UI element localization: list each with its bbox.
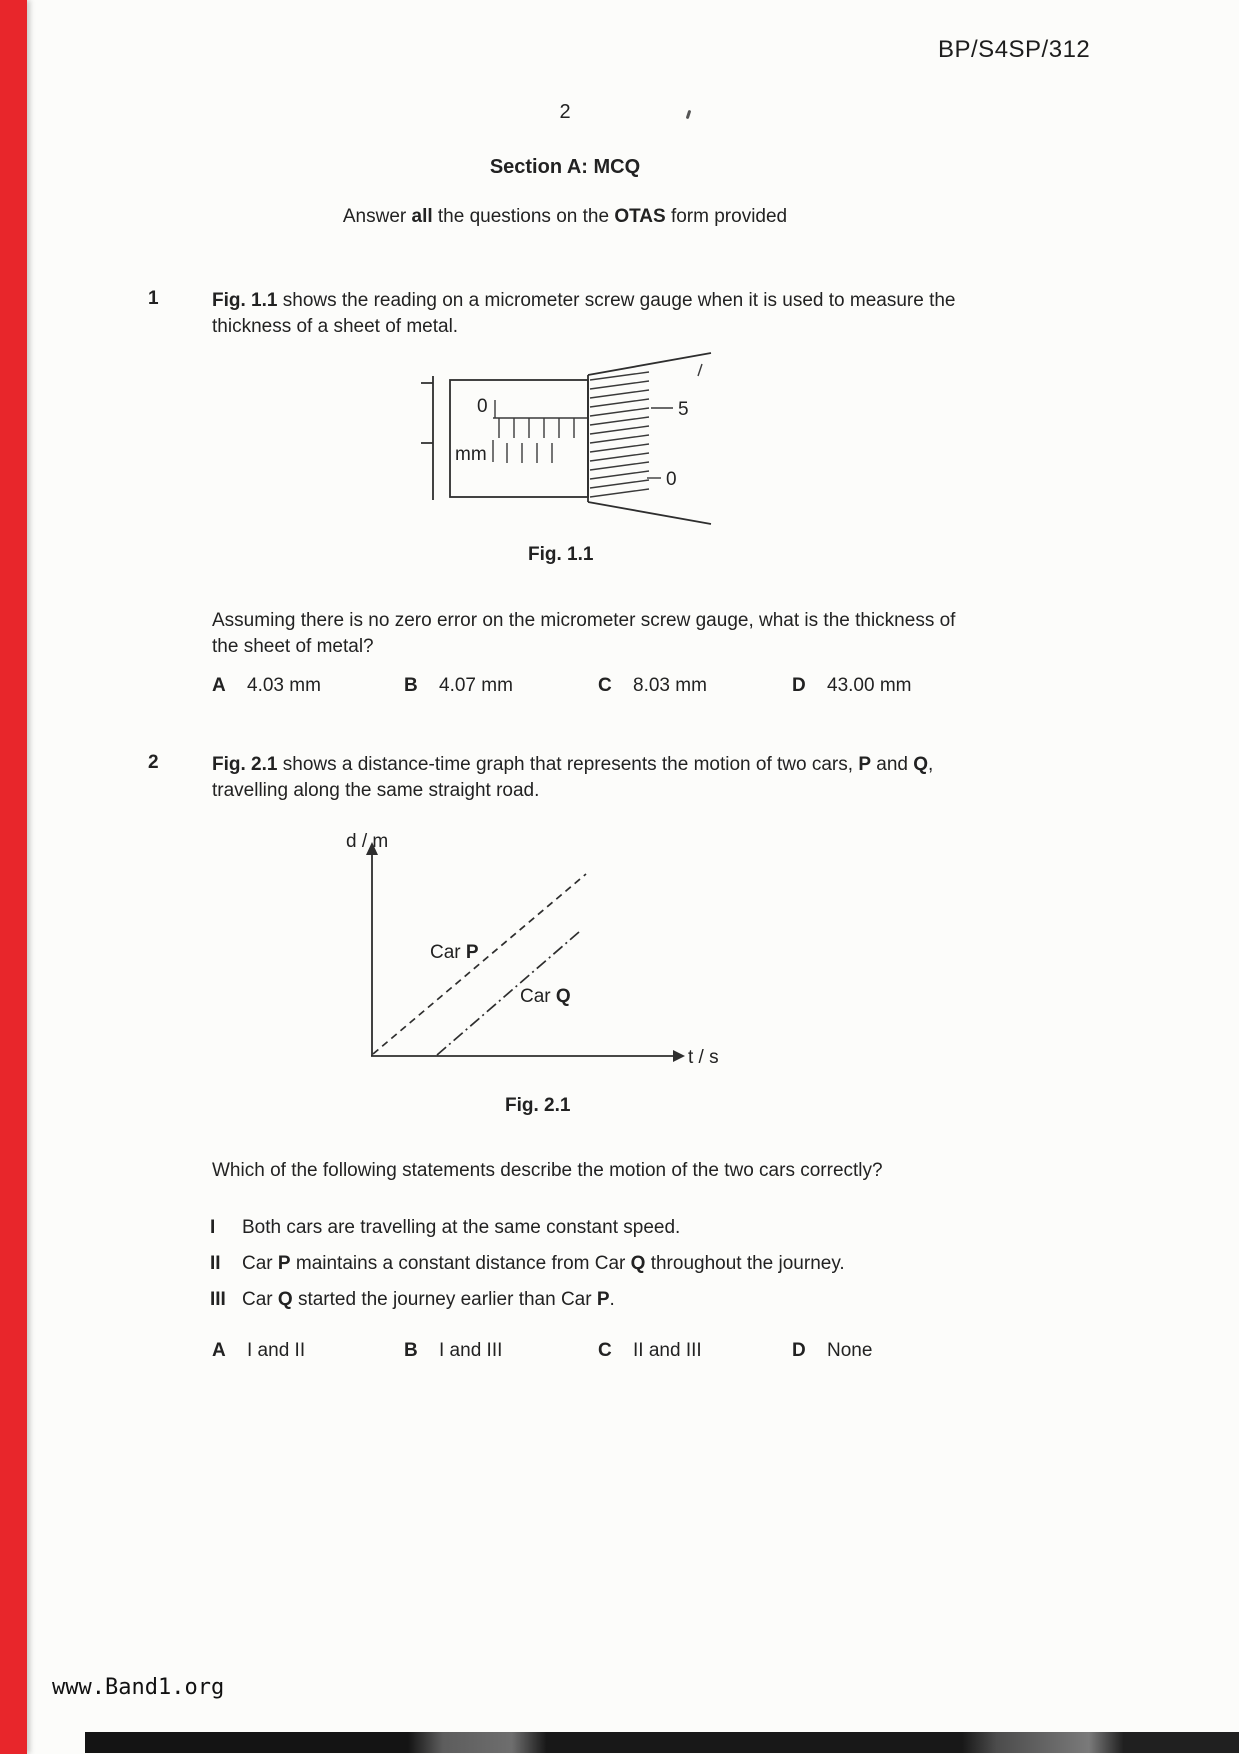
- thimble-five-label: 5: [678, 399, 689, 420]
- statement-row-1: [210, 1215, 1030, 1241]
- stem-text: shows the reading on a micrometer screw gauge when it is used to measure the thickness of a sheet of metal.: [212, 290, 956, 337]
- question-2-options: [0, 1340, 1239, 1370]
- option-a: [212, 1340, 305, 1362]
- micrometer-sleeve: [450, 380, 588, 497]
- main-scale-ticks: [499, 418, 574, 438]
- statement-text: Car: [242, 1289, 278, 1310]
- option-value: II and III: [633, 1340, 702, 1361]
- option-value: None: [827, 1340, 873, 1361]
- option-value: 4.03 mm: [247, 675, 321, 696]
- exam-instructions: [0, 206, 1130, 228]
- unit-label: mm: [455, 444, 487, 465]
- statement-row-2: [210, 1251, 1030, 1277]
- statement-numeral: II: [210, 1253, 221, 1274]
- question-1-options: [0, 675, 1239, 705]
- scan-edge-stripe: [0, 0, 27, 1754]
- car-p-label-text: Car: [430, 942, 466, 963]
- statement-numeral: III: [210, 1289, 226, 1310]
- fig-ref: Fig. 1.1: [212, 290, 278, 311]
- half-scale-ticks: [493, 440, 552, 463]
- doc-code: BP/S4SP/312: [938, 36, 1091, 63]
- option-letter: B: [404, 675, 418, 696]
- question-1-number: 1: [148, 288, 159, 309]
- option-c: [598, 675, 707, 697]
- instructions-text: the questions on the: [432, 206, 615, 227]
- graph-axes: [371, 851, 676, 1056]
- thimble-zero-label: 0: [666, 469, 677, 490]
- main-scale-zero-label: 0: [477, 396, 488, 417]
- instructions-bold: OTAS: [614, 206, 666, 227]
- option-letter: A: [212, 675, 226, 696]
- option-letter: D: [792, 675, 806, 696]
- page-number: 2: [559, 101, 571, 123]
- statement-bold: Q: [630, 1253, 646, 1274]
- statement-numeral: I: [210, 1217, 216, 1238]
- question-2-stem: [212, 752, 970, 804]
- statement-bold: P: [277, 1253, 291, 1274]
- option-b: [404, 1340, 502, 1362]
- option-value: 8.03 mm: [633, 675, 707, 696]
- statement-text: Both cars are travelling at the same constant speed.: [242, 1217, 681, 1238]
- car-p-ref: P: [858, 754, 871, 775]
- option-d: [792, 1340, 872, 1362]
- statement-bold: Q: [277, 1289, 293, 1310]
- micrometer-drawing: [415, 350, 725, 545]
- car-p-label: [430, 942, 479, 963]
- statement-text: throughout the journey.: [645, 1253, 845, 1274]
- fig-ref: Fig. 2.1: [212, 754, 278, 775]
- instructions-bold: all: [411, 206, 433, 227]
- statement-row-3: [210, 1287, 1030, 1313]
- question-2-text: Which of the following statements describe the motion of the two cars correctly?: [212, 1160, 883, 1181]
- stem-text: , travelling along the same straight road.: [212, 754, 934, 801]
- statement-text: maintains a constant distance from Car: [290, 1253, 631, 1274]
- scan-stray-mark: [698, 364, 702, 376]
- micrometer-frame-lines: [588, 353, 711, 524]
- option-value: I and II: [247, 1340, 306, 1361]
- instructions-text: Answer: [342, 206, 412, 227]
- stem-text: and: [871, 754, 914, 775]
- car-p-label-bold: P: [465, 942, 479, 963]
- statement-text: started the journey earlier than Car: [292, 1289, 597, 1310]
- option-letter: B: [404, 1340, 418, 1361]
- option-letter: C: [598, 675, 612, 696]
- statement-text: Car: [242, 1253, 278, 1274]
- distance-time-graph: [340, 825, 740, 1075]
- x-axis-label: t / s: [688, 1047, 719, 1068]
- question-1-stem: [212, 288, 970, 340]
- car-p-line: [373, 874, 586, 1054]
- statement-text: .: [609, 1289, 615, 1310]
- car-q-label: [520, 986, 571, 1007]
- stem-text: shows a distance-time graph that represents the motion of two cars,: [277, 754, 859, 775]
- option-d: [792, 675, 911, 697]
- section-title: Section A: MCQ: [489, 156, 641, 178]
- footer-url: www.Band1.org: [52, 1675, 225, 1700]
- option-letter: A: [212, 1340, 226, 1361]
- figure-1-caption: Fig. 1.1: [528, 544, 594, 565]
- option-value: I and III: [439, 1340, 503, 1361]
- thimble-hatching: [590, 372, 649, 497]
- car-q-label-text: Car: [520, 986, 556, 1007]
- option-b: [404, 675, 513, 697]
- option-value: 4.07 mm: [439, 675, 513, 696]
- option-a: [212, 675, 321, 697]
- micrometer-spindle: [421, 376, 433, 500]
- statement-bold: P: [596, 1289, 610, 1310]
- scan-bottom-bar: [85, 1732, 1239, 1753]
- figure-2-caption: Fig. 2.1: [505, 1095, 571, 1116]
- option-letter: C: [598, 1340, 612, 1361]
- car-q-label-bold: Q: [555, 986, 571, 1007]
- question-2-number: 2: [148, 752, 159, 773]
- micrometer-figure: [415, 350, 725, 545]
- option-letter: D: [792, 1340, 806, 1361]
- x-axis-arrow: [673, 1050, 685, 1062]
- graph-drawing: [340, 825, 740, 1075]
- instructions-text: form provided: [665, 206, 788, 227]
- car-q-ref: Q: [913, 754, 929, 775]
- option-value: 43.00 mm: [827, 675, 912, 696]
- option-c: [598, 1340, 702, 1362]
- y-axis-label: d / m: [346, 831, 389, 852]
- question-1-text: Assuming there is no zero error on the micrometer screw gauge, what is the thickness of the sheet of metal?: [212, 610, 956, 657]
